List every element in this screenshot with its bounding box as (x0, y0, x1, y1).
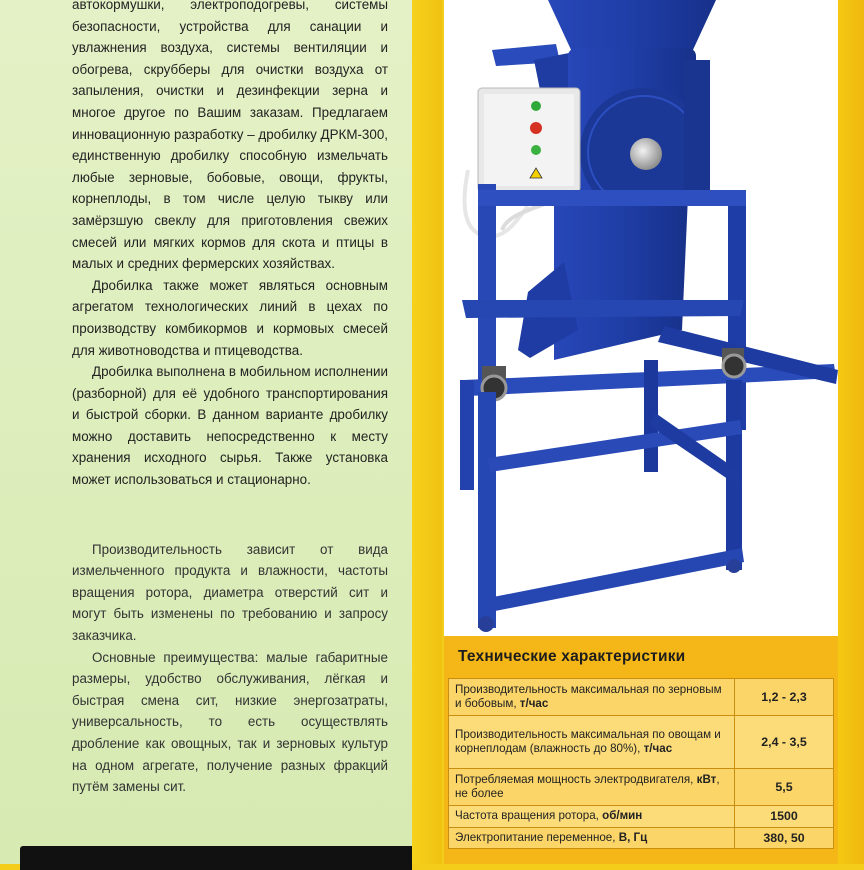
spec-value: 380, 50 (735, 827, 834, 849)
stand-crossbar (488, 548, 744, 612)
spec-label: Производительность максимальная по зерновым и бобовым, т/час (449, 679, 735, 716)
spec-label: Потребляемая мощность электродвигателя, кВт, не более (449, 769, 735, 806)
article-paragraph-1: автокормушки, электроподогревы, системы безопасности, устройства для санации и увлажнения воздуха, системы вентиляции и обогрева, скрубберы для очистки воздуха от запыления, очистки и дезинфекции зерна и многое другое по Вашим заказам. Предлагаем инновационную разработку – дробилку ДРКМ-300, единственную дробилку способную измельчать любые зерновые, бобовые, овощи, фрукты, корнеплоды, в том числе целую тыкву или замёрзшую свеклу для приготовления свежих смесей или мягких кормов для скота и птицы в малых и средних фермерских хозяйствах. (72, 0, 388, 272)
spec-value: 5,5 (735, 769, 834, 806)
spec-label: Частота вращения ротора, об/мин (449, 806, 735, 828)
table-row (449, 827, 834, 849)
article-paragraph-4: Производительность зависит от вида измельченного продукта и влажности, частоты вращения ротора, диаметра отверстий сит и могут быть изменены по требованию и запросу заказчика. (72, 541, 388, 644)
spec-value: 1,2 - 2,3 (735, 679, 834, 716)
black-footer-bar (20, 846, 412, 870)
yellow-divider-stripe (412, 0, 442, 864)
article-paragraph-5: Основные преимущества: малые габаритные размеры, удобство обслуживания, лёгкая и быстрая смена сит, низкие энергозатраты, универсальность, то есть осуществлять дробление как овощных, так и зерновых культур на одном агрегате, получение разных фракций путём замены сит. (72, 649, 388, 795)
hopper (548, 0, 716, 52)
green-button (531, 145, 541, 155)
paragraph-gap (72, 491, 388, 539)
article-paragraph-3: Дробилка выполнена в мобильном исполнении (разборной) для её удобного транспортирования и быстрой сборки. В данном варианте дробилку можно доставить непосредственно к месту хранения исходного сырья. Также установка может использоваться и стационарно. (72, 364, 388, 488)
table-row (449, 769, 834, 806)
specifications-panel (444, 636, 838, 864)
red-button (530, 122, 542, 134)
spec-label: Производительность максимальная по овощам и корнеплодам (влажность до 80%), т/час (449, 716, 735, 769)
crusher-machine-illustration (444, 0, 838, 636)
article-paragraph-2: Дробилка также может являться основным агрегатом технологических линий в цехах по производству комбикормов и кормовых смесей для животноводства и птицеводства. (72, 277, 388, 358)
specifications-table (448, 678, 834, 849)
table-row (449, 679, 834, 716)
stand-leg-front-left (478, 392, 496, 628)
product-photo (444, 0, 838, 636)
rotor-hub (630, 138, 662, 170)
castor-wheel-right (723, 355, 745, 377)
green-indicator (531, 101, 541, 111)
spec-value: 1500 (735, 806, 834, 828)
table-row (449, 806, 834, 828)
left-text-panel (0, 0, 412, 864)
specifications-title: Технические характеристики (458, 648, 686, 665)
article-text (72, 0, 388, 798)
spec-value: 2,4 - 3,5 (735, 716, 834, 769)
right-yellow-edge (838, 0, 864, 864)
table-row (449, 716, 834, 769)
spec-label: Электропитание переменное, В, Гц (449, 827, 735, 849)
